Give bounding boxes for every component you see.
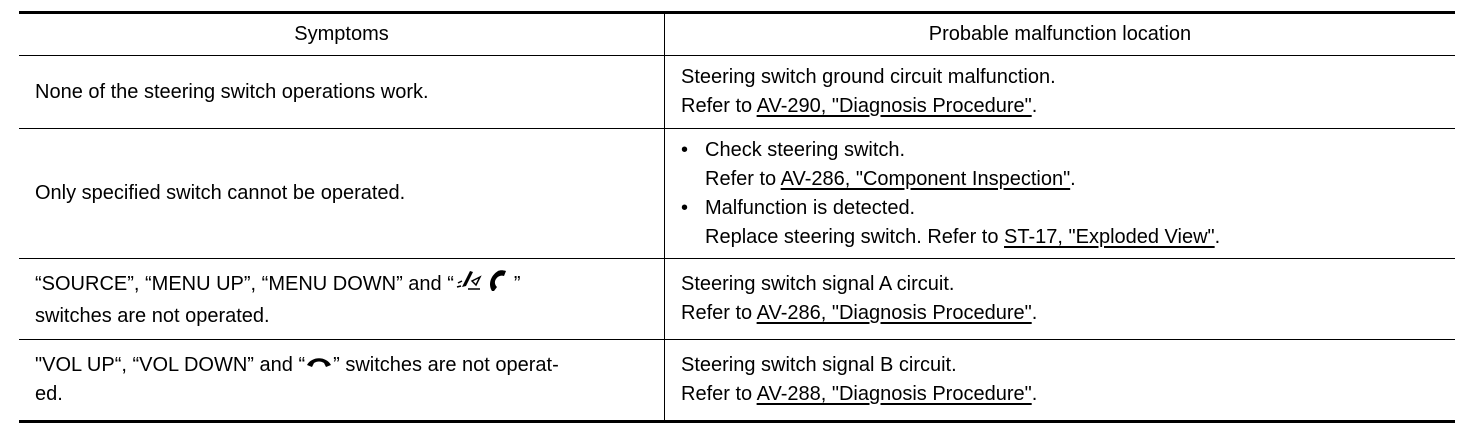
phone-handset-icon — [484, 267, 514, 302]
refer-link-av286-diagnosis[interactable]: AV-286, "Diagnosis Procedure" — [756, 302, 1032, 324]
voice-talk-icon — [454, 267, 484, 302]
refer-line — [681, 165, 1455, 194]
refer-prefix: Refer to — [705, 167, 781, 190]
table-row — [19, 259, 1455, 340]
symptom-cell — [19, 259, 665, 339]
symptom-cell — [19, 56, 665, 128]
table-row — [19, 129, 1455, 259]
table-row — [19, 340, 1455, 420]
location-cell — [665, 129, 1455, 258]
refer-line — [681, 380, 1455, 409]
bullet-icon: • — [681, 196, 689, 219]
location-text: Steering switch signal A circuit. — [681, 273, 955, 295]
location-cell — [665, 340, 1455, 420]
refer-line — [681, 92, 1455, 121]
location-text: Steering switch ground circuit malfunction. — [681, 66, 1056, 88]
bullet-icon: • — [681, 138, 689, 161]
table-header-row — [19, 14, 1455, 56]
symptom-cell — [19, 340, 665, 420]
symptom-text: ” — [513, 272, 521, 295]
bullet-item-text: Malfunction is detected. — [705, 196, 916, 219]
refer-link-av286-component[interactable]: AV-286, "Component Inspection" — [780, 167, 1071, 190]
symptom-cell — [19, 129, 665, 258]
refer-link-av290-diagnosis[interactable]: AV-290, "Diagnosis Procedure" — [756, 95, 1032, 117]
refer-line — [681, 223, 1455, 252]
symptom-text: ” switches are not operat- — [333, 353, 559, 376]
symptom-line — [35, 351, 664, 380]
refer-prefix: Refer to — [681, 302, 757, 324]
symptom-text: "VOL UP“, “VOL DOWN” and “ — [35, 353, 306, 376]
refer-suffix: . — [1031, 302, 1038, 324]
header-probable-location: Probable malfunction location — [928, 23, 1192, 45]
refer-link-st17-exploded[interactable]: ST-17, "Exploded View" — [1004, 225, 1215, 248]
location-cell — [665, 259, 1455, 339]
symptom-line — [35, 267, 664, 302]
bullet-item — [681, 194, 1455, 223]
diagnosis-table — [19, 11, 1455, 423]
refer-prefix: Refer to — [681, 95, 757, 117]
header-symptoms: Symptoms — [19, 14, 665, 55]
symptom-line: switches are not operated. — [35, 305, 270, 327]
refer-suffix: . — [1214, 225, 1221, 248]
refer-prefix: Replace steering switch. Refer to — [705, 225, 1005, 248]
symptom-line: ed. — [35, 383, 63, 406]
bullet-item — [681, 136, 1455, 165]
refer-line — [681, 299, 1455, 328]
symptom-text: Only specified switch cannot be operated. — [35, 182, 406, 204]
refer-suffix: . — [1031, 383, 1038, 405]
bullet-item-text: Check steering switch. — [705, 138, 906, 161]
table-row — [19, 56, 1455, 129]
refer-link-av288-diagnosis[interactable]: AV-288, "Diagnosis Procedure" — [756, 383, 1032, 405]
location-text: Steering switch signal B circuit. — [681, 354, 957, 376]
refer-prefix: Refer to — [681, 383, 757, 405]
symptom-text: None of the steering switch operations work. — [35, 80, 429, 103]
refer-suffix: . — [1031, 95, 1038, 117]
phone-hangup-icon — [305, 351, 333, 380]
refer-suffix: . — [1070, 167, 1076, 190]
location-cell — [665, 56, 1455, 128]
symptom-text: “SOURCE”, “MENU UP”, “MENU DOWN” and “ — [35, 272, 454, 295]
